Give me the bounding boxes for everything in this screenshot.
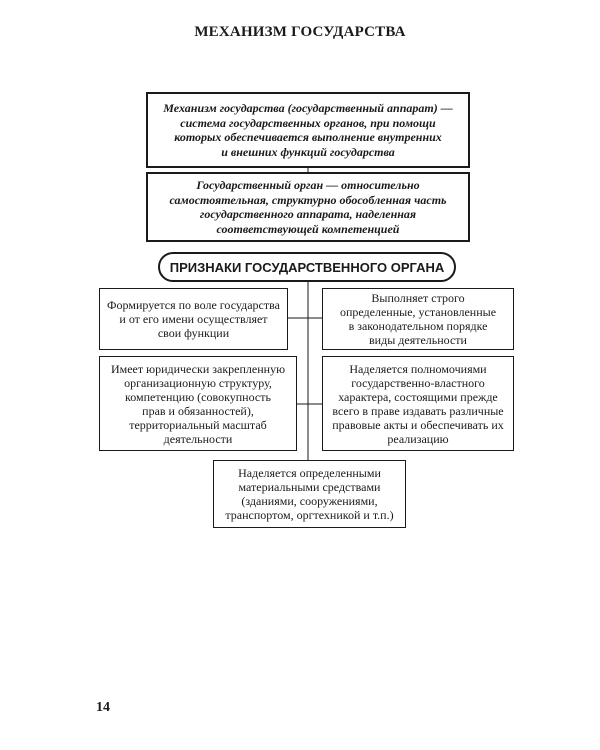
organ-definition-box bbox=[146, 172, 470, 242]
sign-text: Наделяется определенными материальными средствами (зданиями, сооружениями, транспортом, оргтехникой и т.п.) bbox=[225, 466, 394, 522]
page-title: МЕХАНИЗМ ГОСУДАРСТВА bbox=[194, 24, 406, 40]
mechanism-definition-text: Механизм государства (государственный аппарат) — система государственных органов, при помощи которых обеспечивается выполнение внутренних и внешних функций государства bbox=[163, 101, 453, 159]
page-number: 14 bbox=[96, 700, 110, 715]
sign-text: Наделяется полномочиями государственно-властного характера, состоящими прежде всего в праве издавать различные правовые акты и обеспечивать их реализацию bbox=[332, 361, 504, 446]
sign-box-authority bbox=[322, 356, 514, 451]
sign-text: Формируется по воле государства и от его имени осуществляет свои функции bbox=[107, 298, 280, 340]
sign-box-resources bbox=[213, 460, 406, 528]
mechanism-definition-box bbox=[146, 92, 470, 168]
sign-box-activities bbox=[322, 288, 514, 350]
sign-box-will bbox=[99, 288, 288, 350]
signs-heading: ПРИЗНАКИ ГОСУДАРСТВЕННОГО ОРГАНА bbox=[158, 252, 456, 282]
sign-text: Выполняет строго определенные, установленные в законодательном порядке виды деятельности bbox=[339, 291, 497, 347]
sign-text: Имеет юридически закрепленную организационную структуру, компетенцию (совокупность прав и обязанностей), территориальный масштаб деятельности bbox=[110, 361, 286, 446]
organ-definition-text: Государственный орган — относительно самостоятельная, структурно обособленная часть государственного аппарата, наделенная соответствующей компетенцией bbox=[169, 178, 447, 236]
sign-box-structure bbox=[99, 356, 297, 451]
